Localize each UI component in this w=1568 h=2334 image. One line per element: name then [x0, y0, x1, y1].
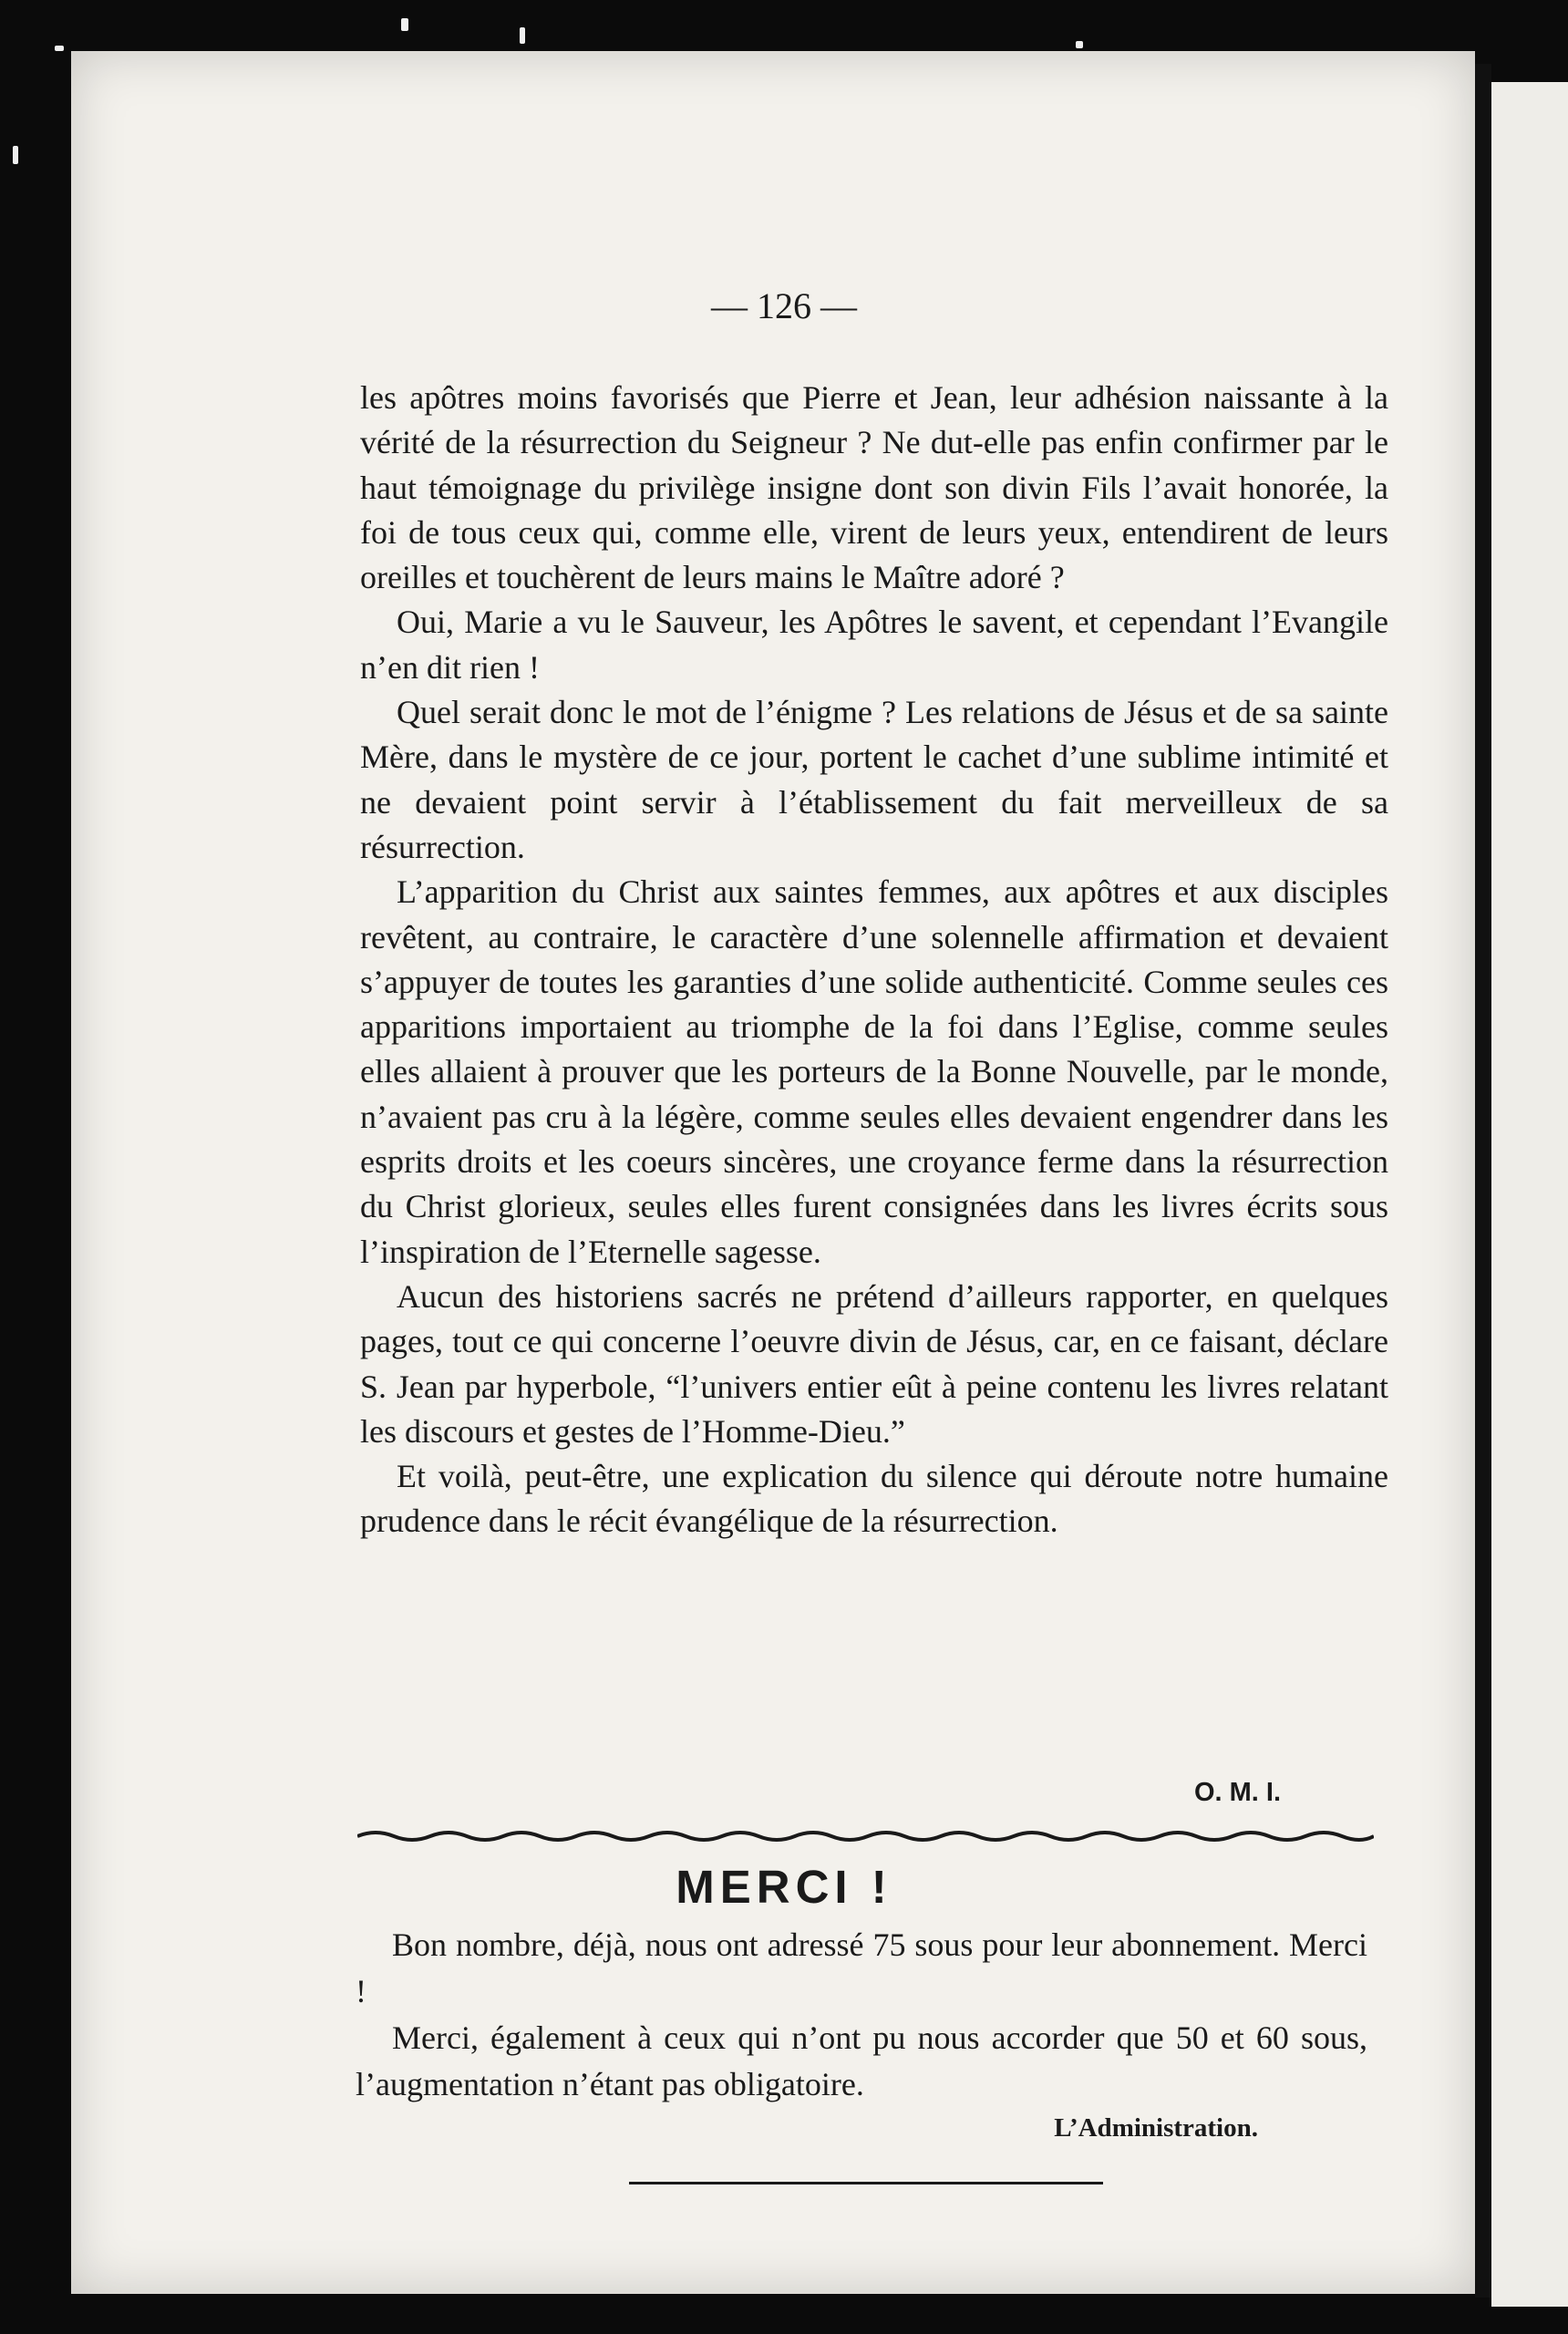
notice-body	[356, 1922, 1367, 2108]
article-paragraph: Et voilà, peut-être, une explication du silence qui déroute notre humaine prudence dans le récit évangélique de la résurrection.	[360, 1458, 1388, 1540]
scan-speck	[13, 146, 18, 164]
article-paragraph: Quel serait donc le mot de l’énigme ? Les relations de Jésus et de sa sainte Mère, dans le mystère de ce jour, portent le cachet d’une sublime intimité et ne devaient point servir à l’établissement du fait merveilleux de sa résurrection.	[360, 694, 1388, 865]
page-number: — 126 —	[711, 285, 857, 326]
facing-page-edge	[1491, 82, 1568, 2307]
article-paragraph: L’apparition du Christ aux saintes femmes, aux apôtres et aux disciples revêtent, au contraire, le caractère d’une solennelle affirmation et devaient s’appuyer de toutes les garanties d’une solide authenticité. Comme seules ces apparitions importaient au triomphe de la foi dans l’Eglise, comme seules elles allaient à prouver que les porteurs de la Bonne Nouvelle, par le monde, n’avaient pas cru à la légère, comme seules elles devaient engendrer dans les esprits droits et les coeurs sincères, une croyance ferme dans la résurrection du Christ glorieux, seules elles furent consignées dans les livres écrits sous l’inspiration de l’Eternelle sagesse.	[360, 873, 1388, 1270]
article-paragraph: Aucun des historiens sacrés ne prétend d’ailleurs rapporter, en quelques pages, tout ce qui concerne l’oeuvre divin de Jésus, car, en ce faisant, déclare S. Jean par hyperbole, “l’univers entier eût à peine contenu les livres relatant les discours et gestes de l’Homme-Dieu.”	[360, 1277, 1388, 1450]
scan-speck	[55, 46, 64, 51]
article-paragraph: Oui, Marie a vu le Sauveur, les Apôtres le savent, et cependant l’Evangile n’en dit rien !	[360, 604, 1388, 686]
wavy-divider	[357, 1825, 1374, 1849]
scan-speck	[520, 27, 525, 44]
bottom-rule	[629, 2182, 1103, 2184]
notice-title: MERCI !	[676, 1861, 892, 1913]
notice-signature: L’Administration.	[1054, 2113, 1258, 2143]
scan-speck	[401, 18, 408, 31]
article-body	[360, 376, 1388, 1544]
book-spine	[1475, 64, 1491, 2298]
notice-paragraph: Bon nombre, déjà, nous ont adressé 75 sous pour leur abonnement. Merci !	[356, 1926, 1367, 2009]
article-signature: O. M. I.	[1193, 1778, 1281, 1807]
scan-speck	[1076, 41, 1083, 48]
article-paragraph: les apôtres moins favorisés que Pierre et Jean, leur adhésion naissante à la vérité de la résurrection du Seigneur ? Ne dut-elle pas enfin confirmer par le haut témoignage du privilège insigne dont son divin Fils l’avait honorée, la foi de tous ceux qui, comme elle, virent de leurs yeux, entendirent de leurs oreilles et touchèrent de leurs mains le Maître adoré ?	[360, 379, 1388, 596]
notice-paragraph: Merci, également à ceux qui n’ont pu nous accorder que 50 et 60 sous, l’augmentation n’étant pas obligatoire.	[356, 2019, 1367, 2102]
